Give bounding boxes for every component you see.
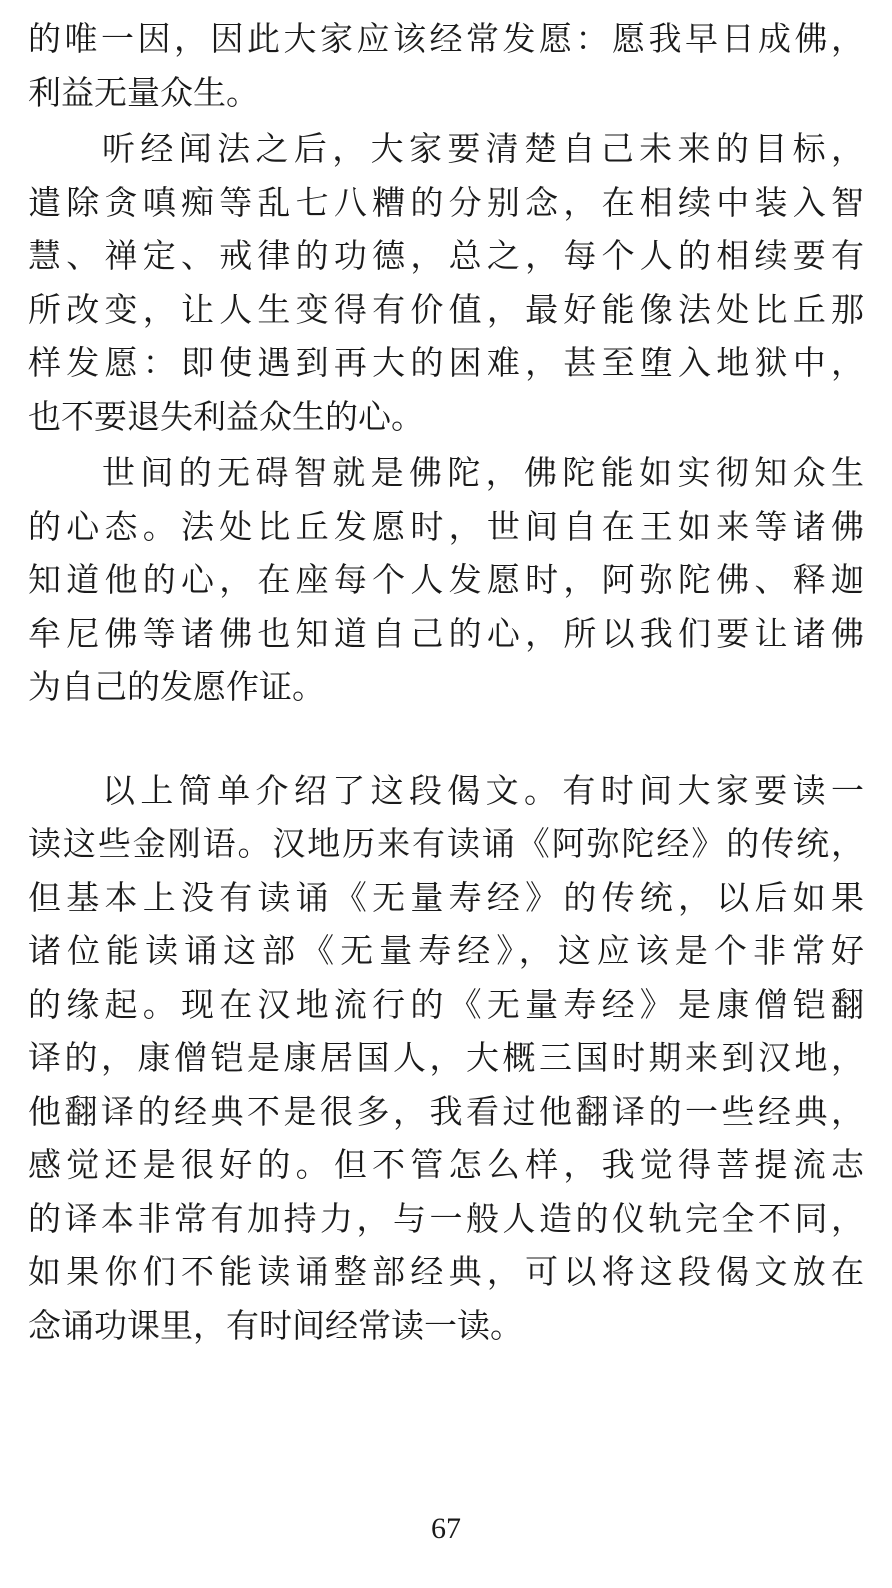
text-line: 听经闻法之后，大家要清楚自己未来的目标， <box>102 129 864 168</box>
text-line: 读这些金刚语。汉地历来有读诵《阿弥陀经》的传统， <box>28 824 864 863</box>
text-line: 的缘起。现在汉地流行的《无量寿经》是康僧铠翻 <box>28 984 864 1024</box>
text-line: 利益无量众生。 <box>28 72 259 112</box>
text-line: 感觉还是很好的。但不管怎么样，我觉得菩提流志 <box>28 1145 864 1184</box>
text-line: 的心态。法处比丘发愿时，世间自在王如来等诸佛 <box>28 506 864 546</box>
text-line: 牟尼佛等诸佛也知道自己的心，所以我们要让诸佛 <box>28 613 864 653</box>
text-line: 但基本上没有读诵《无量寿经》的传统，以后如果 <box>28 877 864 917</box>
text-line: 以上简单介绍了这段偈文。有时间大家要读一 <box>102 770 864 810</box>
text-line: 的译本非常有加持力，与一般人造的仪轨完全不同， <box>28 1198 864 1238</box>
text-line: 所改变，让人生变得有价值，最好能像法处比丘那 <box>28 289 864 329</box>
paragraph-4 <box>28 764 864 1353</box>
text-line: 诸位能读诵这部《无量寿经》，这应该是个非常好 <box>28 931 864 970</box>
text-line: 的唯一因，因此大家应该经常发愿：愿我早日成佛， <box>28 19 864 58</box>
text-line: 译的，康僧铠是康居国人，大概三国时期来到汉地， <box>28 1038 864 1077</box>
text-line: 遣除贪嗔痴等乱七八糟的分别念，在相续中装入智 <box>28 182 864 222</box>
text-line: 世间的无碍智就是佛陀，佛陀能如实彻知众生 <box>102 453 864 492</box>
text-line: 念诵功课里，有时间经常读一读。 <box>28 1305 523 1345</box>
text-line: 慧、禅定、戒律的功德，总之，每个人的相续要有 <box>28 236 864 275</box>
paragraph-1 <box>28 12 864 119</box>
text-line: 知道他的心，在座每个人发愿时，阿弥陀佛、释迦 <box>28 560 864 599</box>
text-line: 为自己的发愿作证。 <box>28 667 325 706</box>
text-body <box>28 12 864 1352</box>
text-line: 样发愿：即使遇到再大的困难，甚至堕入地狱中， <box>28 343 864 382</box>
text-line: 也不要退失利益众生的心。 <box>28 396 424 436</box>
text-line: 他翻译的经典不是很多，我看过他翻译的一些经典， <box>28 1091 864 1131</box>
paragraph-3 <box>28 446 864 714</box>
text-line: 如果你们不能读诵整部经典，可以将这段偈文放在 <box>28 1252 864 1291</box>
paragraph-2 <box>28 122 864 443</box>
page-number: 67 <box>431 1512 461 1545</box>
